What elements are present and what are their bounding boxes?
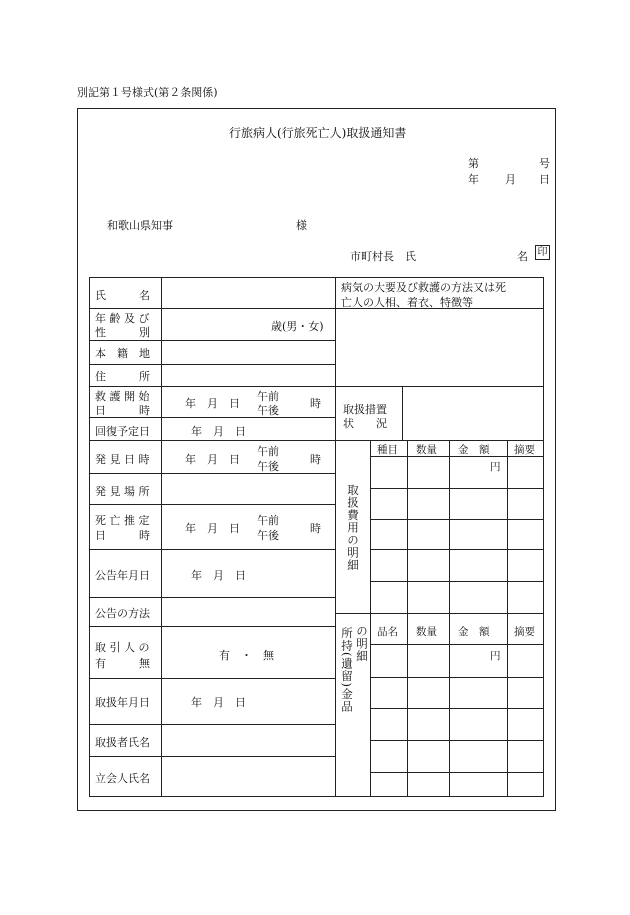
grid-col-line	[507, 440, 508, 797]
grid-row-line	[370, 581, 544, 582]
expense-header-note: 摘要	[514, 444, 535, 456]
found-pm: 午後	[257, 460, 279, 473]
row-line	[89, 364, 335, 365]
row-line	[89, 473, 335, 474]
form-title: 行旅病人(行旅死亡人)取扱通知書	[229, 126, 407, 140]
row-line	[89, 626, 335, 627]
date-day: 日	[539, 173, 550, 186]
label-age-line2: 性 別	[95, 326, 150, 339]
grid-row-line	[370, 708, 544, 709]
rescue-start-am: 午前	[257, 390, 279, 403]
grid-row-line	[370, 772, 544, 773]
expense-header-amount: 金 額	[458, 444, 490, 456]
label-found-datetime: 発 見 日 時	[95, 453, 150, 466]
grid-row-line	[370, 644, 544, 645]
notice-ymd: 年 月 日	[191, 569, 246, 582]
label-handler-name: 取扱者氏名	[95, 736, 150, 749]
label-age-line1: 年 齢 及 び	[95, 312, 150, 325]
label-handling-date: 取扱年月日	[95, 696, 150, 709]
label-recovery-date: 回復予定日	[95, 425, 150, 438]
table-right-border	[543, 277, 544, 797]
measures-label-line1: 取扱措置	[343, 403, 387, 416]
belongings-vertical-label-2: 所持(遺留)金品	[340, 627, 354, 713]
grid-row-line	[370, 677, 544, 678]
grid-row-line	[370, 488, 544, 489]
row-line	[89, 340, 335, 341]
label-address: 住 所	[95, 370, 150, 383]
death-est-ymd: 年 月 日	[185, 522, 240, 535]
table-top-border	[89, 277, 544, 278]
handling-ymd: 年 月 日	[191, 696, 246, 709]
row-line	[89, 386, 335, 387]
rescue-start-hour: 時	[310, 397, 321, 410]
expense-header-item: 種目	[377, 444, 398, 456]
belongings-top-line	[335, 613, 544, 614]
expense-header-qty: 数量	[416, 444, 437, 456]
age-sex-value: 歳(男・女)	[271, 320, 324, 333]
label-notice-method: 公告の方法	[95, 607, 150, 620]
label-death-est-line2: 日 時	[95, 529, 150, 542]
grid-row-line	[370, 740, 544, 741]
label-name: 氏 名	[95, 289, 150, 302]
measures-label-divider	[402, 386, 403, 440]
claimant-value: 有 ・ 無	[219, 649, 274, 662]
death-est-am: 午前	[257, 514, 279, 527]
sender-title: 市町村長 氏	[350, 250, 416, 263]
grid-col-line	[407, 440, 408, 797]
label-rescue-start-line1: 救 護 開 始	[95, 390, 150, 403]
label-notice-date: 公告年月日	[95, 569, 150, 582]
expense-top-line	[335, 440, 544, 441]
number-suffix: 号	[539, 157, 550, 170]
row-line	[89, 549, 335, 550]
found-am: 午前	[257, 445, 279, 458]
disease-label-line2: 亡人の人相、着衣、特徴等	[341, 296, 473, 309]
belongings-header-amount: 金 額	[458, 626, 490, 638]
label-column-divider	[161, 277, 162, 797]
grid-row-line	[370, 549, 544, 550]
form-label: 別記第１号様式(第２条関係)	[77, 86, 218, 99]
number-prefix: 第	[468, 157, 479, 170]
measures-label-line2: 状 況	[343, 417, 387, 430]
grid-row-line	[370, 519, 544, 520]
belongings-vertical-label-1: の明細	[355, 625, 369, 663]
row-line	[89, 308, 335, 309]
row-line	[89, 756, 335, 757]
belongings-header-qty: 数量	[416, 626, 437, 638]
label-domicile: 本 籍 地	[95, 347, 150, 360]
date-month: 月	[505, 173, 516, 186]
grid-col-line	[449, 440, 450, 797]
found-ymd: 年 月 日	[185, 453, 240, 466]
label-claimant-line2: 有 無	[95, 657, 150, 670]
rescue-start-pm: 午後	[257, 404, 279, 417]
disease-label-line1: 病気の大要及び救護の方法又は死	[341, 281, 506, 294]
death-est-hour: 時	[310, 522, 321, 535]
table-left-border	[89, 277, 90, 797]
sender-name-suffix: 名	[517, 250, 528, 263]
belongings-header-item: 品名	[377, 626, 398, 638]
seal-mark: 印	[535, 245, 550, 260]
expense-yen-unit: 円	[490, 461, 501, 473]
belongings-header-note: 摘要	[514, 626, 535, 638]
expense-vertical-label: 取扱費用の明細	[346, 484, 360, 572]
row-line	[89, 678, 335, 679]
recovery-ymd: 年 月 日	[191, 425, 246, 438]
row-line	[89, 504, 335, 505]
addressee: 和歌山県知事	[107, 219, 173, 232]
label-found-place: 発 見 場 所	[95, 485, 150, 498]
table-center-divider	[335, 277, 336, 797]
label-witness-name: 立会人氏名	[95, 772, 150, 785]
table-bottom-border	[89, 796, 544, 797]
belongings-yen-unit: 円	[490, 650, 501, 662]
label-claimant-line1: 取 引 人 の	[95, 641, 150, 654]
death-est-pm: 午後	[257, 529, 279, 542]
row-line	[89, 724, 335, 725]
found-hour: 時	[310, 453, 321, 466]
row-line	[89, 597, 335, 598]
vertical-label-divider	[370, 440, 371, 797]
addressee-honorific: 様	[296, 219, 307, 232]
rescue-start-ymd: 年 月 日	[185, 397, 240, 410]
measures-top-line	[335, 386, 544, 387]
label-rescue-start-line2: 日 時	[95, 404, 150, 417]
row-line	[89, 440, 335, 441]
date-year: 年	[468, 173, 479, 186]
label-death-est-line1: 死 亡 推 定	[95, 514, 150, 527]
